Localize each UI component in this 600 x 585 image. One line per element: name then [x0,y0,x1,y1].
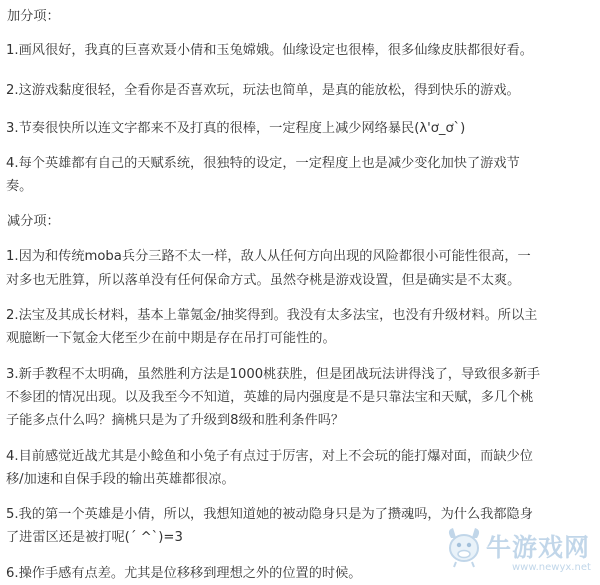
minus-item-5-cont: 了进雷区还是被打呢(´ ^`)=3 [6,530,183,545]
plus-item-3: 3.节奏很快所以连文字都来不及打真的很棒，一定程度上减少网络暴民(λ'ơ_ơ`) [6,121,466,136]
cow-mascot-icon [444,524,484,568]
minus-item-4-cont: 移/加速和自保手段的输出英雄都很凉。 [6,472,235,487]
watermark-brand: 牛游戏网 [486,533,591,562]
plus-heading: 加分项： [7,9,60,24]
minus-item-5: 5.我的第一个英雄是小倩，所以，我想知道她的被动隐身只是为了攒魂吗，为什么我都隐身 [6,507,533,522]
minus-item-3-cont-1: 不参团的情况出现。以及我至今不知道，英雄的局内强度是不是只靠法宝和天赋，多几个桃 [6,390,534,405]
minus-item-4: 4.目前感觉近战尤其是小鲶鱼和小兔子有点过于厉害，对上不会玩的能打爆对面，而缺少位 [6,449,533,464]
minus-item-3: 3.新手教程不太明确，虽然胜利方法是1000桃获胜，但是团战玩法讲得浅了，导致很多新手 [6,367,541,382]
plus-item-2: 2.这游戏黏度很轻，全看你是否喜欢玩，玩法也简单，是真的能放松，得到快乐的游戏。 [6,83,520,98]
minus-item-1: 1.因为和传统moba兵分三路不太一样，敌人从任何方向出现的风险都很小可能性很高，一 [6,249,531,264]
plus-item-4: 4.每个英雄都有自己的天赋系统，很独特的设定，一定程度上也是减少变化加快了游戏节 [6,156,520,171]
minus-item-3-cont-2: 子能多点什么吗？摘桃只是为了升级到8级和胜利条件吗？ [6,413,345,428]
site-watermark [444,522,594,580]
minus-heading: 减分项： [7,214,60,229]
minus-item-1-cont: 对多也无胜算，所以落单没有任何保命方式。虽然夺桃是游戏设置，但是确实是不太爽。 [6,273,521,288]
plus-item-4-cont: 奏。 [6,179,33,194]
minus-item-2-cont: 观臆断一下氪金大佬至少在前中期是存在吊打可能性的。 [6,331,336,346]
plus-item-1: 1.画风很好，我真的巨喜欢聂小倩和玉兔嫦娥。仙缘设定也很棒，很多仙缘皮肤都很好看。 [6,43,533,58]
watermark-url: www.newyx.net [512,562,591,573]
minus-item-6: 6.操作手感有点差。尤其是位移移到理想之外的位置的时候。 [6,566,362,581]
minus-item-2: 2.法宝及其成长材料，基本上靠氪金/抽奖得到。我没有太多法宝，也没有升级材料。所以主 [6,308,538,323]
